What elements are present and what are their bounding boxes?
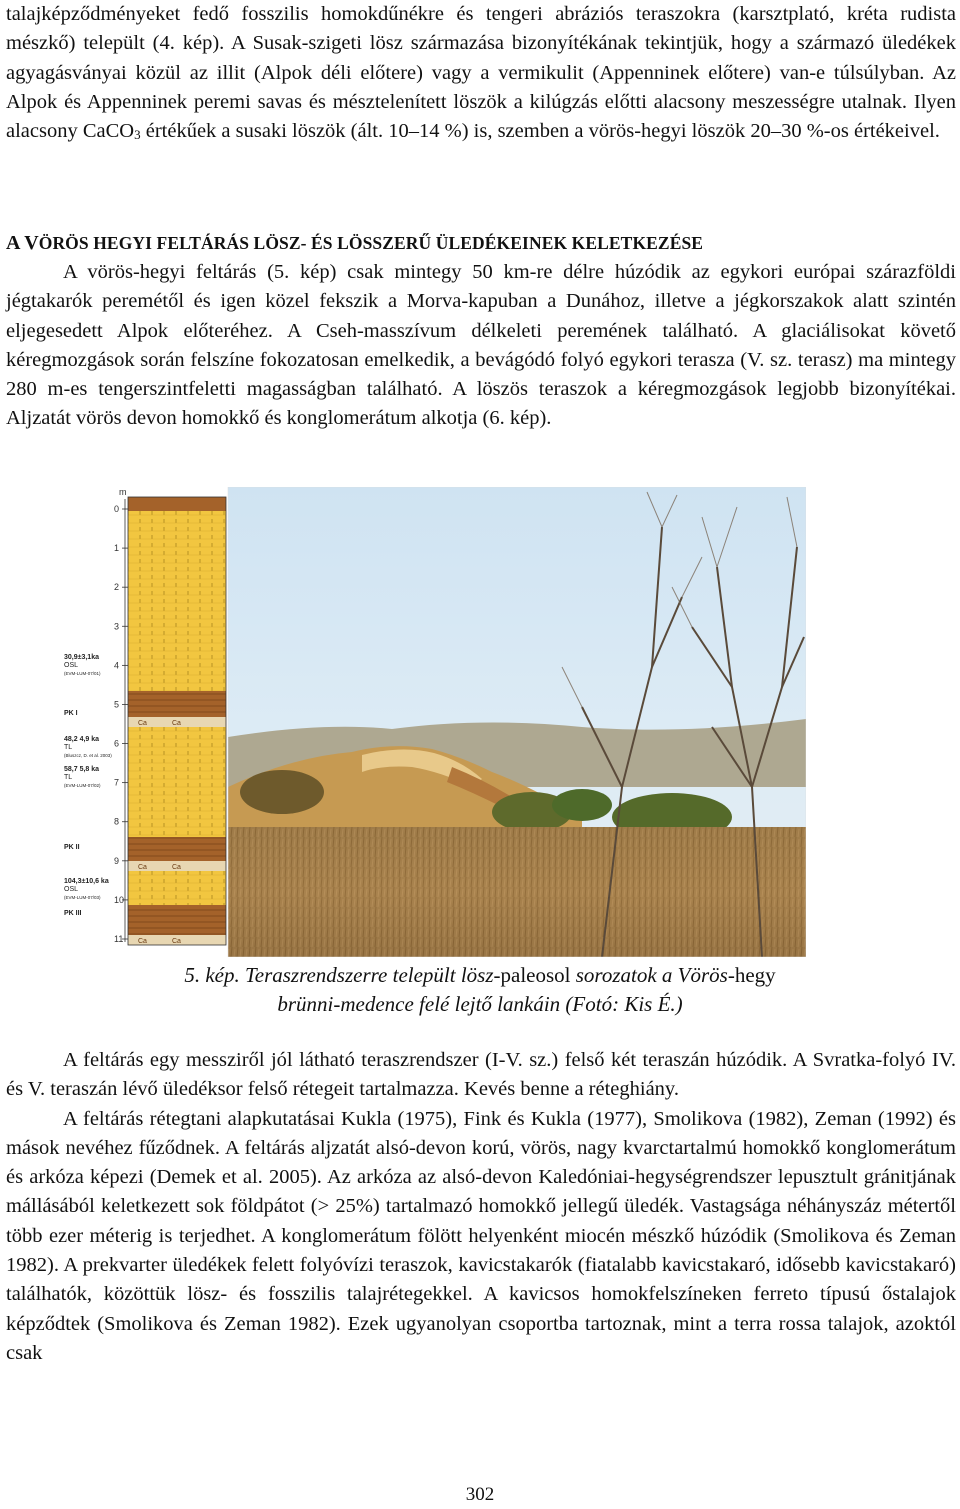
ca-label-5: Ca [138, 938, 147, 945]
depth-tick-label: 5 [114, 699, 120, 710]
column-layer-paleosol-pk3 [128, 905, 226, 935]
column-layer-loess-1 [128, 511, 226, 691]
bottom-paragraphs [6, 1046, 956, 1368]
depth-tick-label: 0 [114, 504, 120, 514]
column-annotation-text: OSL [64, 662, 79, 669]
column-annotation-text: (Bluszcz, D. et al. 2003) [64, 753, 112, 758]
caption-text-2: paleosol [500, 963, 571, 987]
caption-label: 5. kép. [184, 963, 245, 987]
depth-tick-label: 10 [114, 894, 125, 905]
column-layer-loess-2 [128, 727, 226, 837]
caption-text-4: hegy [734, 963, 776, 987]
column-layer-paleosol-pk1 [128, 691, 226, 717]
ca-label-4: Ca [172, 864, 181, 871]
column-annotation-text: 48,2 4,9 ka [64, 736, 100, 743]
ca-label-2: Ca [172, 720, 181, 727]
caption-text-1: Teraszrendszerre települt lösz- [245, 963, 501, 987]
figure-svg [62, 487, 806, 957]
depth-tick-label: 7 [114, 777, 120, 788]
column-annotation-text: 30,9±3,1ka [64, 654, 99, 661]
mid-paragraph: A vörös-hegyi feltárás (5. kép) csak mintegy 50 km-re délre húzódik az egykori európai szárazföldi jégtakarók peremétől és igen közel fekszik a Morva-kapuban a Dunához, illetve a jégkorszakok alatt szintén eljegesedett Alpok előteréhez. A Cseh-masszívum délkeleti peremének található. A glaciálisokat követő kéregmozgások során felszíne fokozatosan emelkedik, a bevágódó folyó egykori terasza (V. sz. terasz) ma mintegy 280 m-es tengerszintfeletti magasságban található. A löszös teraszok a kéregmozgások legjobb bizonyítékai. Aljzatát vörös devon homokkő és konglomerátum alkotja (6. kép). [6, 261, 956, 430]
depth-tick-label: 1 [114, 543, 120, 554]
figure-5 [62, 487, 806, 957]
section-heading-initial-v: V [24, 232, 39, 254]
top-paragraph-text-2: Az Alpok és Appenninek peremi savas és mésztelenített löszök a kilúgzás előtti alacsony meszességre utalnak. Ilyen alacsony CaCO [6, 61, 956, 143]
column-annotation-text: (EVM-LUM-07/03) [64, 895, 101, 900]
top-paragraph-text-3: értékűek a susaki löszök (ált. 10–14 %) is, szemben a vörös-hegyi löszök 20–30 %-os értékeivel. [145, 120, 940, 143]
column-annotation-text: OSL [64, 886, 79, 893]
page-number: 302 [465, 1484, 495, 1505]
figure-caption [0, 961, 960, 1019]
depth-tick-label: 2 [114, 582, 120, 593]
column-annotation-text: (EVM-LUM-07/02) [64, 783, 101, 788]
caption-text-5: brünni-medence felé lejtő lankáin (Fotó: Kis É.) [277, 992, 683, 1016]
depth-tick-label: 8 [114, 816, 120, 827]
column-annotation-text: PK II [64, 844, 80, 851]
ca-label-6: Ca [172, 938, 181, 945]
bottom-paragraph-2: A feltárás rétegtani alapkutatásai Kukla (1975), Fink és Kukla (1977), Smolikova (1982), Zeman (1992) és mások nevéhez fűződnek. A feltárás aljzatát alsó-devon korú, vörös, nagy kvarctartalmú homokkő konglomerátum és arkóza képezi (Demek et al. 2005). Az arkóza az alsó-devon Kaledóniai-hegységrendszer lepusztult gránitjának mállásából keletkezett sok földpátot (> 25%) tartalmazó homokkő jellegű üledék. Vastagsága néhányszáz métertől több ezer méterig is terjedhet. A konglomerátum fölött helyenként miocén mészkő húzódik (Smolikova és Zeman 1982). A prekvarter üledékek felett folyóvízi teraszok, kavicstakarók (fiatalabb kavicstakaró, idősebb kavicstakaró) találhatók, közöttük lösz- és fosszilis talajrétegekkel. A kavicsos homokfelszíneken ferreto típusú őstalajok képződtek (Smolikova és Zeman 1982). Ezek ugyanolyan csoportba tartoznak, mint a terra rossa talajok, azoktól csak [6, 1107, 956, 1364]
bottom-paragraph-1: A feltárás egy messziről jól látható teraszrendszer (I-V. sz.) felső két teraszán húzódik. A Svratka-folyó IV. és V. teraszán lévő üledéksor felső rétegeit tartalmazza. Kevés benne a réteghiány. [6, 1049, 956, 1101]
top-paragraph-subscript: 3 [134, 127, 141, 143]
caption-line-2 [0, 990, 960, 1019]
caption-text-3: sorozatok a Vörös- [570, 963, 735, 987]
column-annotation-text: 104,3±10,6 ka [64, 878, 109, 885]
column-layer-paleosol-pk2 [128, 837, 226, 861]
depth-tick-label: 11 [114, 934, 124, 944]
depth-tick-label: 6 [114, 738, 120, 749]
column-annotation-text: TL [64, 744, 73, 751]
column-layer-topsoil [128, 497, 226, 511]
column-annotation-text: (EVM-LUM-07/01) [64, 671, 101, 676]
section-heading-rest: ÖRÖS HEGYI FELTÁRÁS LÖSZ- ÉS LÖSSZERŰ ÜLEDÉKEINEK KELETKEZÉSE [38, 233, 704, 253]
depth-tick-label: 9 [114, 855, 120, 866]
depth-tick-label: 4 [114, 660, 120, 671]
column-annotation-text: PK III [64, 910, 82, 917]
depth-tick-label: 3 [114, 621, 120, 632]
section-heading-initial-a: A [6, 232, 25, 254]
top-paragraph [6, 0, 956, 149]
depth-unit-label: m [119, 487, 127, 497]
column-annotation-text: TL [64, 774, 73, 781]
ca-label-3: Ca [138, 864, 147, 871]
ca-label-1: Ca [138, 720, 147, 727]
top-paragraph-text-1: talajképződményeket fedő fosszilis homokdűnékre és tengeri abráziós teraszokra (karsztplató, kréta rudista mészkő) települt (4. kép). A Susak-szigeti lösz származása bizonyítékának tekintjük, hogy a származó üledékek agyagásványai közül az illit (Alpok déli előtere) vagy a vermikulit (Appenninek előtere) van-e túlsúlyban. [6, 3, 956, 84]
column-annotation-text: 58,7 5,8 ka [64, 766, 100, 773]
stratigraphic-column [128, 497, 226, 945]
section-heading [6, 232, 703, 255]
column-layer-loess-3 [128, 871, 226, 905]
landscape-photo [228, 487, 806, 957]
caption-line-1 [0, 961, 960, 990]
column-annotation-text: PK I [64, 710, 78, 717]
